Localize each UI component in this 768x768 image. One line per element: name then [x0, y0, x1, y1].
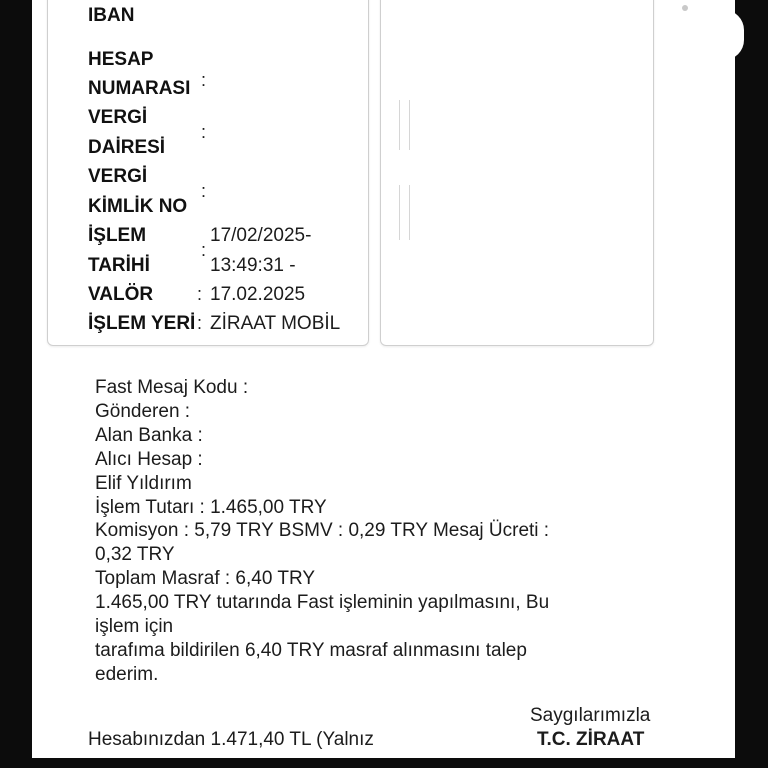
- confirmation-text: tarafıma bildirilen 6,40 TRY masraf alınmasını talep: [95, 640, 527, 661]
- box-divider: [409, 100, 410, 150]
- colon: :: [197, 313, 203, 333]
- confirmation-text: işlem için: [95, 616, 174, 637]
- colon: :: [201, 122, 207, 142]
- screen-edge: [735, 0, 768, 768]
- commission-line: 0,32 TRY: [95, 544, 175, 565]
- colon: :: [201, 70, 207, 90]
- confirmation-text: ederim.: [95, 664, 159, 685]
- colon: :: [201, 181, 207, 201]
- colon: :: [201, 240, 207, 260]
- transaction-date-label: TARİHİ: [88, 255, 150, 276]
- iban-label: IBAN: [88, 5, 135, 26]
- commission-line: Komisyon : 5,79 TRY BSMV : 0,29 TRY Mesaj Ücreti :: [95, 520, 550, 541]
- transaction-date-label: İŞLEM: [88, 225, 147, 246]
- confirmation-text: 1.465,00 TRY tutarında Fast işleminin yapılmasını, Bu: [95, 592, 550, 613]
- box-divider: [399, 185, 400, 240]
- value-date-value: 17.02.2025: [210, 284, 306, 305]
- closing-salutation: Saygılarımızla: [530, 705, 651, 726]
- fast-message-code-line: Fast Mesaj Kodu :: [95, 377, 249, 398]
- recipient-name-line: Elif Yıldırım: [95, 473, 192, 494]
- right-details-box: [380, 0, 654, 346]
- box-divider: [399, 100, 400, 150]
- transaction-place-label: İŞLEM YERİ: [88, 313, 196, 334]
- account-number-label: HESAP: [88, 49, 154, 70]
- box-divider: [409, 185, 410, 240]
- bank-name: T.C. ZİRAAT: [537, 729, 645, 750]
- tax-office-label: VERGİ: [88, 107, 148, 128]
- debit-amount-line: Hesabınızdan 1.471,40 TL (Yalnız: [88, 729, 374, 750]
- total-fee-line: Toplam Masraf : 6,40 TRY: [95, 568, 316, 589]
- transaction-time-value: 13:49:31 -: [210, 255, 296, 276]
- sender-line: Gönderen :: [95, 401, 191, 422]
- tax-id-label: VERGİ: [88, 166, 148, 187]
- value-date-label: VALÖR: [88, 284, 154, 305]
- transaction-amount-line: İşlem Tutarı : 1.465,00 TRY: [95, 497, 327, 518]
- tax-id-label: KİMLİK NO: [88, 196, 188, 217]
- transaction-place-value: ZİRAAT MOBİL: [210, 313, 341, 334]
- tax-office-label: DAİRESİ: [88, 137, 166, 158]
- colon: :: [197, 284, 203, 304]
- transaction-date-value: 17/02/2025-: [210, 225, 312, 246]
- receiving-bank-line: Alan Banka :: [95, 425, 203, 446]
- screen-edge: [0, 758, 768, 768]
- account-number-label: NUMARASI: [88, 78, 191, 99]
- scroll-indicator: [682, 5, 688, 11]
- recipient-account-line: Alıcı Hesap :: [95, 449, 203, 470]
